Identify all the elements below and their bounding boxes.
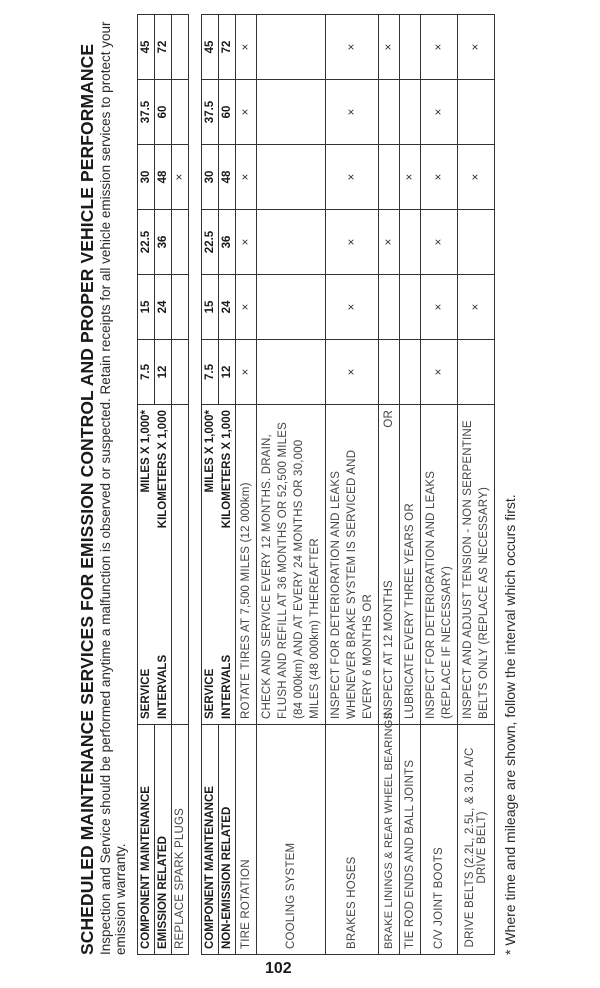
- intervals-label: INTERVALS: [220, 654, 233, 719]
- table-row: [458, 15, 495, 955]
- non-emission-table: [201, 14, 495, 955]
- service-header-2: [155, 405, 172, 725]
- empty-cell: [257, 210, 326, 275]
- category-header: NON-EMISSION RELATED: [219, 725, 236, 955]
- check-mark: ×: [236, 15, 257, 80]
- empty-cell: [172, 275, 189, 340]
- service-cell: [257, 405, 326, 725]
- miles-col: 7.5: [202, 340, 219, 405]
- km-col: 72: [219, 15, 236, 80]
- empty-cell: [458, 210, 495, 275]
- component-header: COMPONENT MAINTENANCE: [138, 725, 155, 955]
- empty-cell: [257, 275, 326, 340]
- empty-cell: [400, 340, 421, 405]
- km-col: 60: [219, 80, 236, 145]
- miles-col: 7.5: [138, 340, 155, 405]
- header-row-miles: [202, 15, 219, 955]
- check-mark: ×: [326, 210, 379, 275]
- table-row: [421, 15, 458, 955]
- km-col: 36: [155, 210, 172, 275]
- km-col: 36: [219, 210, 236, 275]
- miles-col: 45: [202, 15, 219, 80]
- km-col: 48: [219, 145, 236, 210]
- miles-col: 15: [202, 275, 219, 340]
- empty-cell: [379, 80, 400, 145]
- service-cell: [379, 405, 400, 725]
- empty-cell: [379, 275, 400, 340]
- service-or-text: OR: [383, 410, 395, 428]
- miles-col: 37.5: [138, 80, 155, 145]
- miles-header: MILES X 1,000*: [140, 410, 153, 493]
- service-text: CHECK AND SERVICE EVERY 12 MONTHS. DRAIN, FLUSH AND REFILL AT 36 MONTHS OR 52,500 MILES (84 000km) AND AT EVERY 24 MONTHS OR 30,000 MILES (48 000km) THEREAFTER: [261, 421, 321, 719]
- check-mark: ×: [236, 275, 257, 340]
- service-label: SERVICE: [140, 668, 153, 719]
- component-cell: BRAKE LININGS & REAR WHEEL BEARINGS: [379, 725, 400, 955]
- empty-cell: [458, 80, 495, 145]
- emission-table: [137, 14, 189, 955]
- miles-col: 37.5: [202, 80, 219, 145]
- empty-cell: [172, 210, 189, 275]
- check-mark: ×: [421, 210, 458, 275]
- service-text: INSPECT FOR DETERIORATION AND LEAKS (REPLACE IF NECESSARY): [425, 470, 453, 719]
- header-row-km: [155, 15, 172, 955]
- empty-cell: [379, 145, 400, 210]
- footnote: * Where time and mileage are shown, follow the interval which occurs first.: [502, 494, 518, 955]
- miles-col: 22.5: [138, 210, 155, 275]
- service-cell: [236, 405, 257, 725]
- check-mark: ×: [326, 80, 379, 145]
- check-mark: ×: [172, 145, 189, 210]
- rotated-page: [78, 15, 598, 955]
- miles-col: 15: [138, 275, 155, 340]
- service-cell: [172, 405, 189, 725]
- km-col: 48: [155, 145, 172, 210]
- table-row: [379, 15, 400, 955]
- component-cell: BRAKES HOSES: [326, 725, 379, 955]
- km-col: 24: [219, 275, 236, 340]
- intro-text: Inspection and Service should be performed anytime a malfunction is observed or suspected. Retain receipts for all vehicle emission services to protect your emission warranty.: [98, 21, 128, 955]
- service-cell: [400, 405, 421, 725]
- check-mark: ×: [236, 210, 257, 275]
- check-mark: ×: [421, 340, 458, 405]
- empty-cell: [172, 340, 189, 405]
- empty-cell: [172, 15, 189, 80]
- check-mark: ×: [236, 340, 257, 405]
- header-row-km: [219, 15, 236, 955]
- service-header: [138, 405, 155, 725]
- km-col: 12: [219, 340, 236, 405]
- service-text: LUBRICATE EVERY THREE YEARS OR: [404, 503, 416, 719]
- header-row-miles: [138, 15, 155, 955]
- empty-cell: [458, 340, 495, 405]
- check-mark: ×: [236, 145, 257, 210]
- empty-cell: [400, 275, 421, 340]
- check-mark: ×: [236, 80, 257, 145]
- empty-cell: [257, 340, 326, 405]
- intervals-label: INTERVALS: [156, 654, 169, 719]
- service-text: INSPECT AND ADJUST TENSION - NON SERPENTINE BELTS ONLY (REPLACE AS NECESSARY): [462, 420, 490, 719]
- empty-cell: [257, 80, 326, 145]
- service-cell: [421, 405, 458, 725]
- page-title: SCHEDULED MAINTENANCE SERVICES FOR EMISSION CONTROL AND PROPER VEHICLE PERFORMANCE: [77, 43, 97, 955]
- miles-header: MILES X 1,000*: [204, 410, 217, 493]
- km-header: KILOMETERS X 1,000: [220, 410, 233, 529]
- check-mark: ×: [326, 275, 379, 340]
- check-mark: ×: [458, 145, 495, 210]
- check-mark: ×: [326, 340, 379, 405]
- table-row: [236, 15, 257, 955]
- table-row: [257, 15, 326, 955]
- component-header: COMPONENT MAINTENANCE: [202, 725, 219, 955]
- table-row: [172, 15, 189, 955]
- component-cell: DRIVE BELTS (2.2L, 2.5L, & 3.0L A/C DRIVE BELT): [458, 725, 495, 955]
- component-cell: COOLING SYSTEM: [257, 725, 326, 955]
- miles-col: 22.5: [202, 210, 219, 275]
- check-mark: ×: [326, 145, 379, 210]
- service-cell: [326, 405, 379, 725]
- component-cell: TIE ROD ENDS AND BALL JOINTS: [400, 725, 421, 955]
- miles-col: 45: [138, 15, 155, 80]
- check-mark: ×: [379, 210, 400, 275]
- empty-cell: [172, 80, 189, 145]
- service-label: SERVICE: [204, 668, 217, 719]
- empty-cell: [400, 15, 421, 80]
- check-mark: ×: [379, 15, 400, 80]
- table-row: [326, 15, 379, 955]
- service-text: INSPECT FOR DETERIORATION AND LEAKS WHENEVER BRAKE SYSTEM IS SERVICED AND EVERY 6 MONTHS OR: [330, 449, 374, 719]
- km-col: 60: [155, 80, 172, 145]
- km-header: KILOMETERS X 1,000: [156, 410, 169, 529]
- service-text: INSPECT AT 12 MONTHS: [383, 580, 395, 719]
- empty-cell: [400, 80, 421, 145]
- component-cell: TIRE ROTATION: [236, 725, 257, 955]
- table-row: [400, 15, 421, 955]
- km-col: 24: [155, 275, 172, 340]
- service-text: ROTATE TIRES AT 7,500 MILES (12 000km): [240, 482, 252, 719]
- miles-col: 30: [138, 145, 155, 210]
- check-mark: ×: [421, 80, 458, 145]
- empty-cell: [257, 145, 326, 210]
- check-mark: ×: [421, 275, 458, 340]
- check-mark: ×: [458, 15, 495, 80]
- category-header: EMISSION RELATED: [155, 725, 172, 955]
- service-header-2: [219, 405, 236, 725]
- page-number: 102: [265, 960, 292, 977]
- service-header: [202, 405, 219, 725]
- empty-cell: [400, 210, 421, 275]
- km-col: 12: [155, 340, 172, 405]
- component-cell: REPLACE SPARK PLUGS: [172, 725, 189, 955]
- check-mark: ×: [326, 15, 379, 80]
- miles-col: 30: [202, 145, 219, 210]
- km-col: 72: [155, 15, 172, 80]
- empty-cell: [379, 340, 400, 405]
- check-mark: ×: [421, 15, 458, 80]
- check-mark: ×: [400, 145, 421, 210]
- check-mark: ×: [421, 145, 458, 210]
- check-mark: ×: [458, 275, 495, 340]
- component-cell: C/V JOINT BOOTS: [421, 725, 458, 955]
- empty-cell: [257, 15, 326, 80]
- service-cell: [458, 405, 495, 725]
